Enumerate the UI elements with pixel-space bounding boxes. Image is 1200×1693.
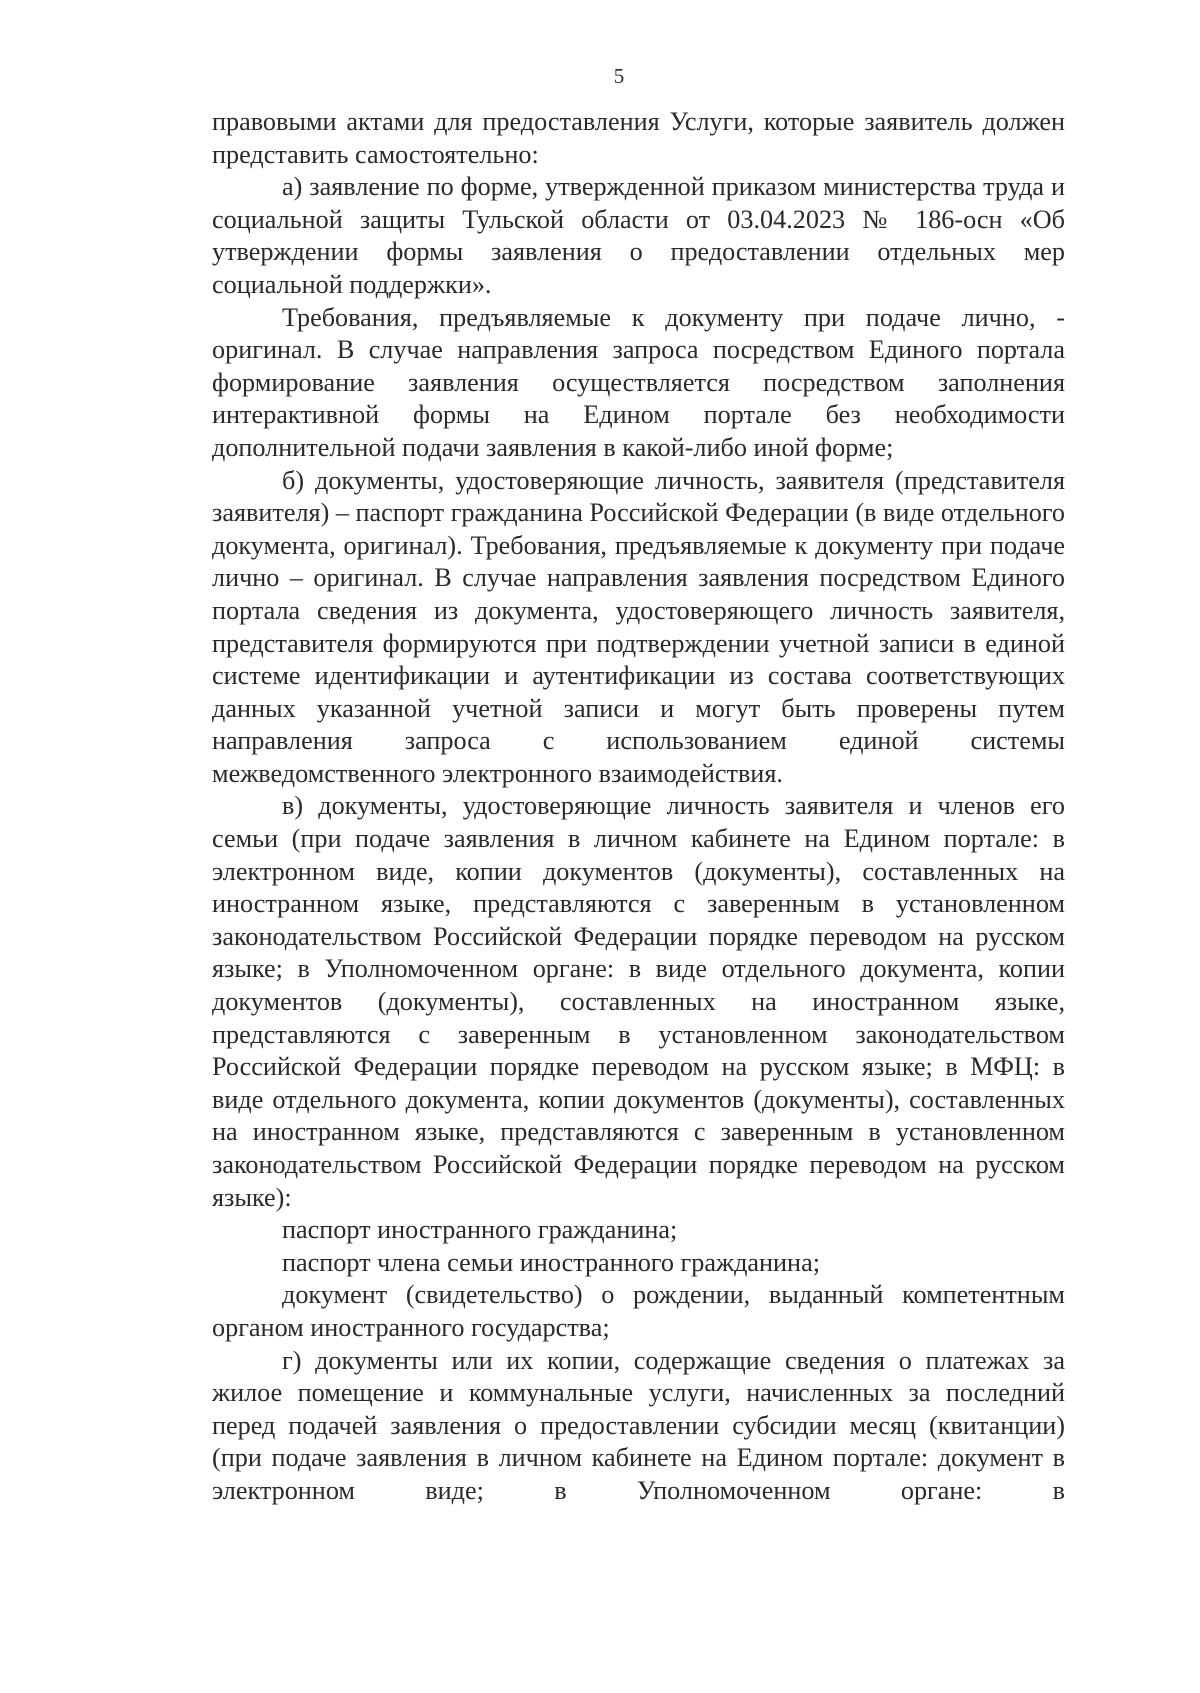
list-item-birth-certificate: документ (свидетельство) о рождении, выданный компетентным органом иностранного государства; (212, 1280, 1065, 1342)
paragraph-requirements: Требования, предъявляемые к документу при подаче лично, - оригинал. В случае направления запроса посредством Единого портала формирование заявления осуществляется посредством заполнения интерактивной формы на Едином портале без необходимости дополнительной подачи заявления в какой-либо иной форме; (212, 302, 1065, 462)
list-item-passport-family-member: паспорт члена семьи иностранного гражданина; (282, 1247, 820, 1277)
paragraph-a: а) заявление по форме, утвержденной приказом министерства труда и социальной защиты Тульской области от 03.04.2023 № 186-осн «Об утверждении формы заявления о предоставлении отдельных мер социальной поддержки». (212, 172, 1065, 299)
paragraph-v: в) документы, удостоверяющие личность заявителя и членов его семьи (при подаче заявления в личном кабинете на Едином портале: в электронном виде, копии документов (документы), составленных на иностранном языке, представляются с заверенным в установленном законодательством Российской Федерации порядке переводом на русском языке; в Уполномоченном органе: в виде отдельного документа, копии документов (документы), составленных на иностранном языке, представляются с заверенным в установленном законодательством Российской Федерации порядке переводом на русском языке; в МФЦ: в виде отдельного документа, копии документов (документы), составленных на иностранном языке, представляются с заверенным в установленном законодательством Российской Федерации порядке переводом на русском языке): (212, 791, 1065, 1212)
paragraph-g: г) документы или их копии, содержащие сведения о платежах за жилое помещение и коммунальные услуги, начисленных за последний перед подачей заявления о предоставлении субсидии месяц (квитанции) (при подаче заявления в личном кабинете на Едином портале: документ в электронном виде; в Уполномоченном органе: в (212, 1345, 1065, 1505)
list-item-passport-foreign: паспорт иностранного гражданина; (282, 1215, 678, 1245)
page-number: 5 (613, 64, 625, 88)
paragraph-b: б) документы, удостоверяющие личность, заявителя (представителя заявителя) – паспорт гражданина Российской Федерации (в виде отдельного документа, оригинал). Требования, предъявляемые к документу при подаче лично – оригинал. В случае направления заявления посредством Единого портала сведения из документа, удостоверяющего личность заявителя, представителя формируются при подтверждении учетной записи в единой системе идентификации и аутентификации из состава соответствующих данных указанной учетной записи и могут быть проверены путем направления запроса с использованием единой системы межведомственного электронного взаимодействия. (212, 465, 1065, 788)
document-body (212, 106, 1065, 1508)
paragraph-intro: правовыми актами для предоставления Услуги, которые заявитель должен представить самостоятельно: (212, 107, 1065, 169)
